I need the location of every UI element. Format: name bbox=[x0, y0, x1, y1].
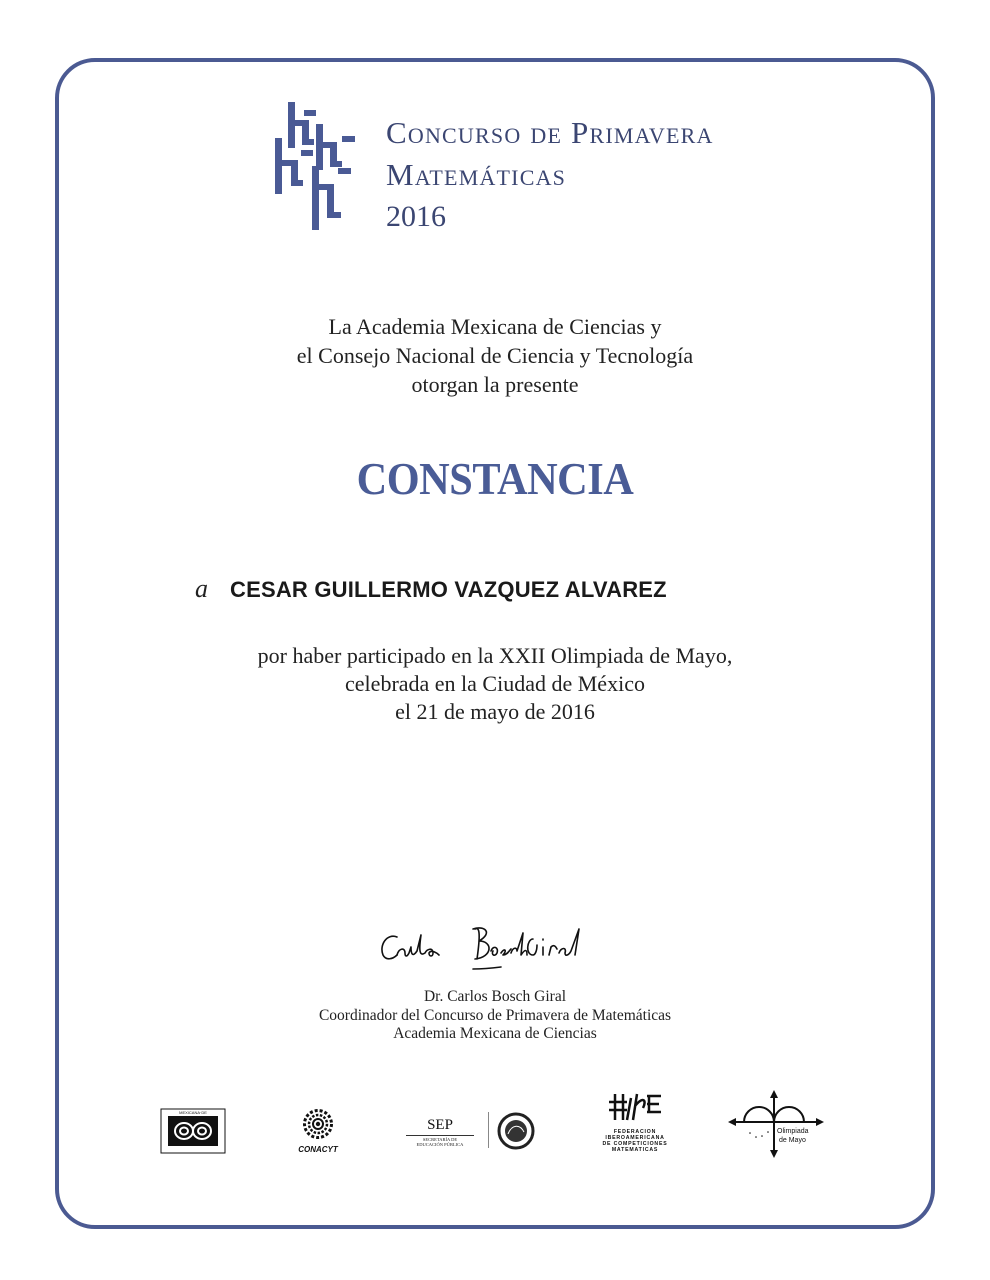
signer-name: Dr. Carlos Bosch Giral bbox=[423, 988, 567, 1005]
signer-block bbox=[0, 988, 990, 1044]
contest-title bbox=[386, 112, 714, 238]
intro-line-3: otorgan la presente bbox=[411, 372, 579, 397]
sep-sublabel-1: SECRETARÍA DE bbox=[422, 1137, 458, 1142]
ficm-label-4: MATEMATICAS bbox=[611, 1147, 659, 1153]
title-line-1: Concurso de Primavera bbox=[386, 115, 714, 150]
academia-mexicana-de-ciencias-logo-icon bbox=[160, 1108, 226, 1154]
recipient-prefix: a bbox=[195, 574, 208, 603]
reason-line-1: por haber participado en la XXII Olimpiada de Mayo, bbox=[257, 643, 733, 668]
sponsor-logos bbox=[0, 1090, 990, 1160]
sep-label: SEP bbox=[427, 1117, 453, 1133]
signer-organization: Academia Mexicana de Ciencias bbox=[393, 1025, 597, 1042]
certificate-heading: CONSTANCIA bbox=[356, 453, 634, 504]
ficm-mark-icon bbox=[607, 1090, 663, 1124]
ficm-label-3: DE COMPETICIONES bbox=[602, 1141, 668, 1147]
recipient-name: CESAR GUILLERMO VAZQUEZ ALVAREZ bbox=[230, 577, 667, 602]
logo-divider bbox=[488, 1112, 489, 1148]
olimpiada-label-2: de Mayo bbox=[779, 1137, 806, 1144]
issuer-statement bbox=[0, 312, 990, 399]
ficm-label-1: FEDERACION bbox=[613, 1129, 657, 1135]
reason-line-3: el 21 de mayo de 2016 bbox=[395, 699, 595, 724]
handwritten-signature bbox=[375, 915, 645, 975]
conacyt-logo-icon bbox=[296, 1108, 340, 1156]
title-line-2: Matemáticas bbox=[386, 157, 567, 192]
sep-sublabel-2: EDUCACIÓN PÚBLICA bbox=[416, 1142, 464, 1147]
recipient bbox=[195, 574, 667, 604]
ficm-logo-icon bbox=[600, 1090, 670, 1160]
olimpiada-label-1: Olimpiada bbox=[777, 1128, 809, 1135]
signer-title: Coordinador del Concurso de Primavera de Matemáticas bbox=[318, 1006, 672, 1024]
intro-line-2: el Consejo Nacional de Ciencia y Tecnología bbox=[296, 343, 694, 368]
participation-reason bbox=[0, 642, 990, 726]
ficm-label-2: IBEROAMERICANA bbox=[605, 1135, 665, 1141]
stacked-h-blocks-logo-icon bbox=[275, 102, 365, 230]
svg-text:MEXICANA·DE: MEXICANA·DE bbox=[179, 1110, 207, 1115]
svg-text:CONACYT: CONACYT bbox=[298, 1145, 338, 1154]
intro-line-1: La Academia Mexicana de Ciencias y bbox=[328, 314, 662, 339]
title-year: 2016 bbox=[386, 200, 446, 233]
sep-logo-icon bbox=[402, 1118, 478, 1158]
reason-line-2: celebrada en la Ciudad de México bbox=[345, 671, 645, 696]
olimpiada-de-mayo-logo-icon bbox=[728, 1090, 824, 1160]
mexico-coat-of-arms-icon bbox=[496, 1112, 536, 1150]
